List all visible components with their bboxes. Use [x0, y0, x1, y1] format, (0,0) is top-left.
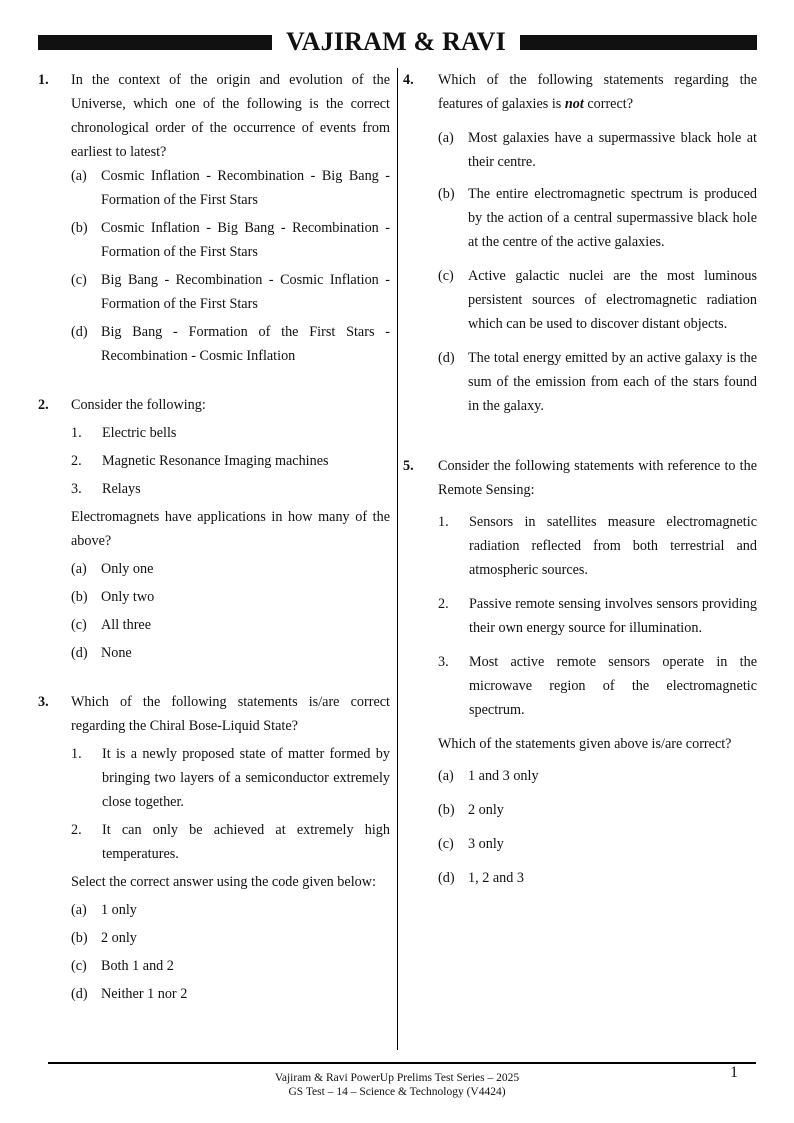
option-text: The entire electromagnetic spectrum is produced by the action of a central supermassive black hole at the centre of the active galaxies. [468, 186, 757, 250]
statement-text: Passive remote sensing involves sensors providing their own energy source for illumination. [469, 596, 757, 636]
option-label: (a) [438, 130, 454, 146]
option-c [71, 613, 390, 637]
option-label: (a) [71, 561, 87, 577]
option-b [438, 798, 757, 822]
header-bar-right [520, 35, 757, 50]
question-text: Which of the following statements is/are correct regarding the Chiral Bose-Liquid State? [71, 694, 390, 734]
footer-test-title: GS Test – 14 – Science & Technology (V4424) [288, 1086, 506, 1098]
question-2 [38, 393, 390, 665]
option-text: Big Bang - Formation of the First Stars - Recombination - Cosmic Inflation [101, 324, 390, 364]
option-label: (b) [71, 220, 88, 236]
page-footer [0, 1071, 794, 1099]
statement-2 [438, 592, 757, 640]
question-prompt: Which of the statements given above is/are correct? [438, 736, 732, 752]
footer-series-title: Vajiram & Ravi PowerUp Prelims Test Series – 2025 [274, 1072, 520, 1084]
statement-label: 3. [71, 481, 82, 497]
statement-2 [71, 818, 390, 866]
option-text: 2 only [468, 802, 504, 818]
statement-text: Relays [102, 481, 141, 497]
option-text: Both 1 and 2 [101, 958, 174, 974]
option-label: (b) [438, 186, 455, 202]
statement-label: 1. [71, 425, 82, 441]
question-number: 2. [38, 397, 49, 413]
option-text: Cosmic Inflation - Recombination - Big Bang - Formation of the First Stars [101, 168, 390, 208]
question-prompt: Electromagnets have applications in how many of the above? [71, 509, 390, 549]
option-text: The total energy emitted by an active galaxy is the sum of the emission from each of the stars found in the galaxy. [468, 350, 757, 414]
option-text: Neither 1 nor 2 [101, 986, 188, 1002]
option-label: (d) [71, 986, 88, 1002]
option-a [71, 898, 390, 922]
option-text: 2 only [101, 930, 137, 946]
option-label: (d) [438, 870, 455, 886]
question-text: In the context of the origin and evolution of the Universe, which one of the following is the correct chronological order of the occurrence of events from earliest to latest? [71, 72, 390, 160]
option-b [71, 926, 390, 950]
option-text: 1 only [101, 902, 137, 918]
option-b [71, 216, 390, 264]
option-d [71, 641, 390, 665]
left-column [38, 68, 390, 1006]
option-label: (b) [71, 589, 88, 605]
option-c [71, 954, 390, 978]
header-bar-left [38, 35, 272, 50]
option-label: (c) [71, 958, 87, 974]
question-text: Which of the following statements regarding the features of galaxies is not correct? [438, 72, 757, 112]
statement-text: It is a newly proposed state of matter formed by bringing two layers of a semiconductor extremely close together. [102, 746, 390, 810]
option-text: Cosmic Inflation - Big Bang - Recombination - Formation of the First Stars [101, 220, 390, 260]
option-a [438, 126, 757, 174]
statement-label: 1. [71, 746, 82, 762]
option-c [71, 268, 390, 316]
column-divider [397, 68, 398, 1050]
option-d [71, 982, 390, 1006]
statement-text: Electric bells [102, 425, 177, 441]
statement-text: It can only be achieved at extremely high temperatures. [102, 822, 390, 862]
option-c [438, 832, 757, 856]
statement-label: 1. [438, 514, 449, 530]
option-b [71, 585, 390, 609]
question-5 [405, 454, 757, 890]
option-text: Only two [101, 589, 155, 605]
statement-3 [71, 477, 390, 501]
option-text: Most galaxies have a supermassive black hole at their centre. [468, 130, 757, 170]
page-number: 1 [730, 1064, 738, 1081]
option-label: (c) [438, 836, 454, 852]
statement-label: 2. [71, 822, 82, 838]
question-3 [38, 690, 390, 1006]
option-label: (d) [71, 645, 88, 661]
question-number: 3. [38, 694, 49, 710]
option-text: 1, 2 and 3 [468, 870, 524, 886]
option-label: (a) [71, 168, 87, 184]
option-a [71, 164, 390, 212]
right-column [405, 68, 757, 890]
option-text: All three [101, 617, 152, 633]
option-a [438, 764, 757, 788]
statement-1 [71, 742, 390, 814]
option-text: Only one [101, 561, 154, 577]
option-label: (c) [71, 617, 87, 633]
option-b [438, 182, 757, 254]
option-text: 1 and 3 only [468, 768, 539, 784]
question-1 [38, 68, 390, 368]
option-label: (a) [71, 902, 87, 918]
footer-rule [48, 1062, 756, 1064]
option-a [71, 557, 390, 581]
question-text: Consider the following: [71, 397, 206, 413]
option-label: (c) [71, 272, 87, 288]
page-header [38, 27, 757, 56]
statement-3 [438, 650, 757, 722]
option-d [438, 866, 757, 890]
question-number: 5. [403, 458, 414, 474]
option-label: (d) [438, 350, 455, 366]
option-label: (c) [438, 268, 454, 284]
question-text: Consider the following statements with reference to the Remote Sensing: [438, 458, 757, 498]
option-text: Active galactic nuclei are the most luminous persistent sources of electromagnetic radiation which can be used to discover distant objects. [468, 268, 757, 332]
option-label: (d) [71, 324, 88, 340]
statement-2 [71, 449, 390, 473]
header-title: VAJIRAM & RAVI [286, 27, 506, 56]
question-number: 1. [38, 72, 49, 88]
statement-label: 2. [438, 596, 449, 612]
statement-1 [438, 510, 757, 582]
option-text: None [101, 645, 132, 661]
option-text: 3 only [468, 836, 504, 852]
emphasis-word: not [564, 96, 584, 112]
option-d [71, 320, 390, 368]
statement-label: 2. [71, 453, 82, 469]
statement-text: Sensors in satellites measure electromagnetic radiation reflected from both terrestrial and atmospheric sources. [469, 514, 757, 578]
statement-text: Most active remote sensors operate in the microwave region of the electromagnetic spectrum. [469, 654, 757, 718]
option-label: (b) [438, 802, 455, 818]
question-4 [405, 68, 757, 418]
option-text: Big Bang - Recombination - Cosmic Inflation - Formation of the First Stars [101, 272, 390, 312]
option-c [438, 264, 757, 336]
question-prompt: Select the correct answer using the code given below: [71, 874, 376, 890]
statement-label: 3. [438, 654, 449, 670]
statement-1 [71, 421, 390, 445]
option-d [438, 346, 757, 418]
option-label: (b) [71, 930, 88, 946]
question-number: 4. [403, 72, 414, 88]
statement-text: Magnetic Resonance Imaging machines [102, 453, 329, 469]
option-label: (a) [438, 768, 454, 784]
